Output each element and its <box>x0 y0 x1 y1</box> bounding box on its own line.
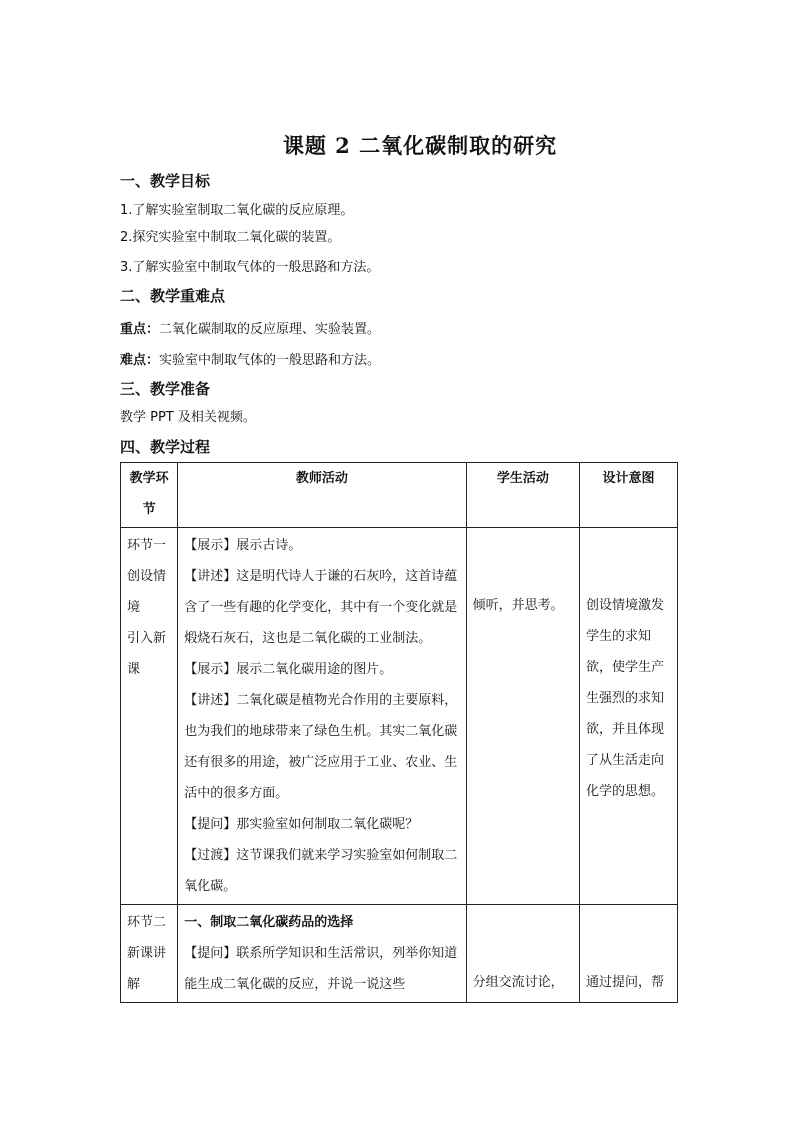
student-cell: 倾听，并思考。 <box>466 528 579 905</box>
stage-cell <box>121 528 178 905</box>
goal-item: 1.了解实验室制取二氧化碳的反应原理。 <box>120 203 354 218</box>
difficulty-label: 难点： <box>120 353 160 368</box>
teacher-cell <box>178 528 466 905</box>
difficulty-point <box>120 349 380 368</box>
teacher-paragraph: 【提问】那实验室如何制取二氧化碳呢？ <box>184 817 419 832</box>
stage-line: 环节一 <box>127 538 167 553</box>
header-intent: 设计意图 <box>580 463 678 528</box>
difficulty-text: 实验室中制取气体的一般思路和方法。 <box>159 353 381 368</box>
goal-item: 3.了解实验室中制取气体的一般思路和方法。 <box>120 260 380 275</box>
intent-cell: 创设情境激发学生的求知欲，使学生产生强烈的求知欲，并且体现了从生活走向化学的思想。 <box>580 528 678 905</box>
table-header-row <box>121 463 678 528</box>
goal-item: 2.探究实验室中制取二氧化碳的装置。 <box>120 230 341 245</box>
teacher-paragraph: 【展示】展示二氧化碳用途的图片。 <box>184 662 393 677</box>
stage-line: 环节二 <box>127 915 167 930</box>
teacher-paragraph: 【提问】联系所学知识和生活常识，列举你知道能生成二氧化碳的反应，并说一说这些 <box>184 946 458 992</box>
stage-line: 新课讲解 <box>127 946 167 992</box>
goals-heading: 一、教学目标 <box>120 172 211 190</box>
key-text: 二氧化碳制取的反应原理、实验装置。 <box>159 322 381 337</box>
process-table <box>120 462 678 1003</box>
prep-heading: 三、教学准备 <box>120 380 211 398</box>
key-point <box>120 318 380 337</box>
process-heading: 四、教学过程 <box>120 438 211 456</box>
prep-text: 教学 PPT 及相关视频。 <box>120 410 256 425</box>
teacher-paragraph: 【展示】展示古诗。 <box>184 538 302 553</box>
page-title: 课题 2 二氧化碳制取的研究 <box>282 133 558 158</box>
teacher-cell <box>178 905 466 1003</box>
key-heading: 二、教学重难点 <box>120 287 226 305</box>
teacher-paragraph: 【讲述】二氧化碳是植物光合作用的主要原料，也为我们的地球带来了绿色生机。其实二氧化碳还有很多的用途，被广泛应用于工业、农业、生活中的很多方面。 <box>184 693 458 801</box>
teacher-paragraph: 【讲述】这是明代诗人于谦的石灰吟，这首诗蕴含了一些有趣的化学变化，其中有一个变化就是煅烧石灰石，这也是二氧化碳的工业制法。 <box>184 569 458 646</box>
intent-cell: 通过提问，帮 <box>580 905 678 1003</box>
table-row <box>121 905 678 1003</box>
teacher-paragraph: 【过渡】这节课我们就来学习实验室如何制取二氧化碳。 <box>184 848 458 894</box>
key-label: 重点： <box>120 322 160 337</box>
student-cell: 分组交流讨论， <box>466 905 579 1003</box>
table-row <box>121 528 678 905</box>
header-stage: 教学环节 <box>121 463 178 528</box>
header-teacher: 教师活动 <box>178 463 466 528</box>
stage-cell <box>121 905 178 1003</box>
teacher-paragraph: 一、制取二氧化碳药品的选择 <box>184 915 354 930</box>
header-student: 学生活动 <box>466 463 579 528</box>
stage-line: 引入新课 <box>127 631 167 677</box>
stage-line: 创设情境 <box>127 569 167 615</box>
